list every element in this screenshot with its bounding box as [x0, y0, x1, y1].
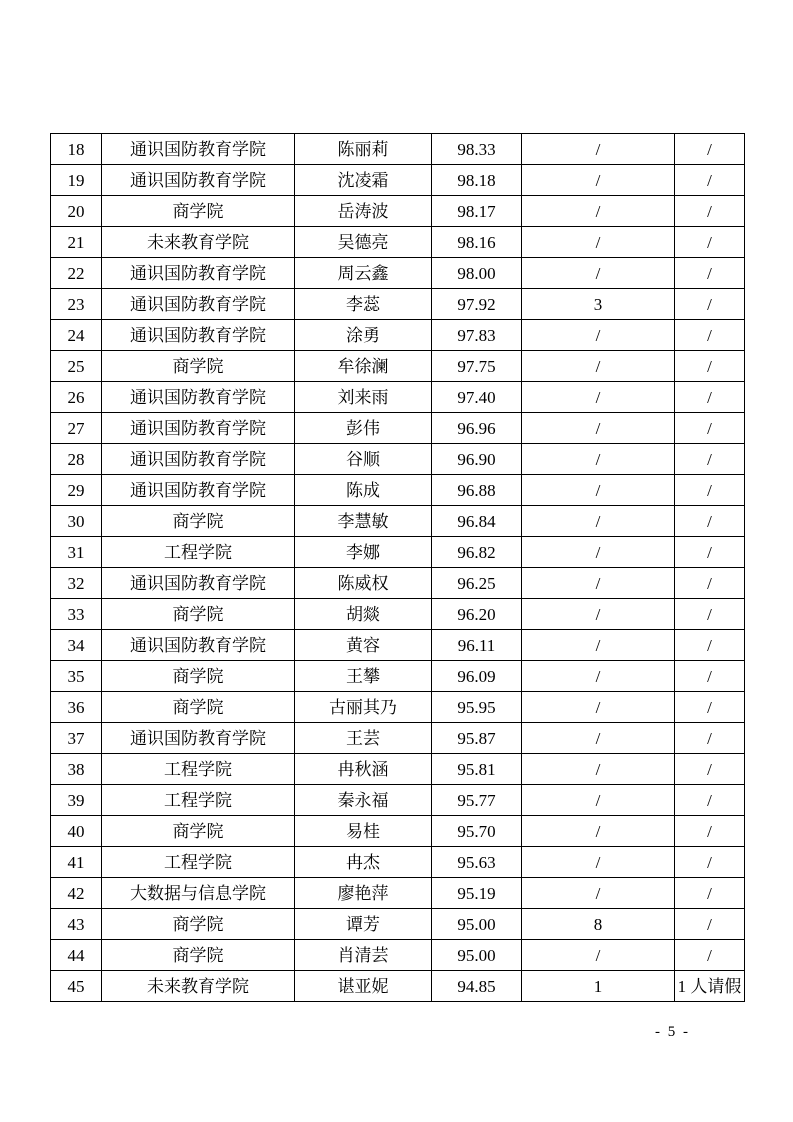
table-row: [51, 723, 745, 754]
remark-cell: /: [675, 351, 745, 382]
row-number-cell: 22: [51, 258, 102, 289]
score-cell: 98.16: [432, 227, 522, 258]
name-cell: 古丽其乃: [295, 692, 432, 723]
row-number-cell: 28: [51, 444, 102, 475]
remark-cell: /: [675, 227, 745, 258]
row-number-cell: 31: [51, 537, 102, 568]
row-number-cell: 42: [51, 878, 102, 909]
remark-cell: /: [675, 909, 745, 940]
remark-cell: /: [675, 320, 745, 351]
table-row: [51, 909, 745, 940]
table-row: [51, 475, 745, 506]
table-row: [51, 444, 745, 475]
remark-cell: /: [675, 289, 745, 320]
score-cell: 96.88: [432, 475, 522, 506]
name-cell: 吴德亮: [295, 227, 432, 258]
count-cell: /: [522, 444, 675, 475]
count-cell: /: [522, 568, 675, 599]
college-cell: 通识国防教育学院: [102, 165, 295, 196]
college-cell: 通识国防教育学院: [102, 134, 295, 165]
row-number-cell: 44: [51, 940, 102, 971]
remark-cell: /: [675, 537, 745, 568]
remark-cell: /: [675, 444, 745, 475]
table-row: [51, 227, 745, 258]
name-cell: 李慧敏: [295, 506, 432, 537]
college-cell: 通识国防教育学院: [102, 382, 295, 413]
score-cell: 98.00: [432, 258, 522, 289]
college-cell: 通识国防教育学院: [102, 630, 295, 661]
remark-cell: /: [675, 692, 745, 723]
count-cell: /: [522, 382, 675, 413]
table-row: [51, 878, 745, 909]
table-row: [51, 785, 745, 816]
name-cell: 彭伟: [295, 413, 432, 444]
row-number-cell: 25: [51, 351, 102, 382]
count-cell: /: [522, 413, 675, 444]
college-cell: 通识国防教育学院: [102, 258, 295, 289]
name-cell: 廖艳萍: [295, 878, 432, 909]
table-row: [51, 196, 745, 227]
college-cell: 工程学院: [102, 537, 295, 568]
table-row: [51, 537, 745, 568]
name-cell: 冉杰: [295, 847, 432, 878]
table-row: [51, 289, 745, 320]
name-cell: 陈成: [295, 475, 432, 506]
remark-cell: /: [675, 940, 745, 971]
college-cell: 商学院: [102, 692, 295, 723]
score-cell: 95.70: [432, 816, 522, 847]
score-cell: 94.85: [432, 971, 522, 1002]
college-cell: 商学院: [102, 940, 295, 971]
remark-cell: /: [675, 847, 745, 878]
remark-cell: /: [675, 816, 745, 847]
row-number-cell: 40: [51, 816, 102, 847]
table-row: [51, 599, 745, 630]
count-cell: /: [522, 165, 675, 196]
remark-cell: 1 人请假: [675, 971, 745, 1002]
score-cell: 96.25: [432, 568, 522, 599]
remark-cell: /: [675, 630, 745, 661]
college-cell: 通识国防教育学院: [102, 444, 295, 475]
score-cell: 96.96: [432, 413, 522, 444]
table-row: [51, 165, 745, 196]
score-cell: 96.82: [432, 537, 522, 568]
count-cell: /: [522, 661, 675, 692]
score-cell: 96.09: [432, 661, 522, 692]
name-cell: 冉秋涵: [295, 754, 432, 785]
count-cell: /: [522, 754, 675, 785]
table-row: [51, 568, 745, 599]
college-cell: 商学院: [102, 351, 295, 382]
score-cell: 97.75: [432, 351, 522, 382]
count-cell: /: [522, 320, 675, 351]
row-number-cell: 45: [51, 971, 102, 1002]
count-cell: /: [522, 475, 675, 506]
college-cell: 大数据与信息学院: [102, 878, 295, 909]
row-number-cell: 21: [51, 227, 102, 258]
row-number-cell: 34: [51, 630, 102, 661]
row-number-cell: 33: [51, 599, 102, 630]
table-row: [51, 816, 745, 847]
table-row: [51, 506, 745, 537]
remark-cell: /: [675, 785, 745, 816]
count-cell: /: [522, 537, 675, 568]
row-number-cell: 41: [51, 847, 102, 878]
name-cell: 涂勇: [295, 320, 432, 351]
row-number-cell: 39: [51, 785, 102, 816]
score-cell: 97.92: [432, 289, 522, 320]
remark-cell: /: [675, 661, 745, 692]
count-cell: /: [522, 847, 675, 878]
count-cell: /: [522, 785, 675, 816]
table-row: [51, 382, 745, 413]
college-cell: 商学院: [102, 506, 295, 537]
row-number-cell: 35: [51, 661, 102, 692]
count-cell: /: [522, 351, 675, 382]
row-number-cell: 18: [51, 134, 102, 165]
remark-cell: /: [675, 506, 745, 537]
name-cell: 谌亚妮: [295, 971, 432, 1002]
remark-cell: /: [675, 878, 745, 909]
score-cell: 95.19: [432, 878, 522, 909]
name-cell: 岳涛波: [295, 196, 432, 227]
name-cell: 胡燚: [295, 599, 432, 630]
table-row: [51, 134, 745, 165]
name-cell: 易桂: [295, 816, 432, 847]
name-cell: 陈丽莉: [295, 134, 432, 165]
table-row: [51, 320, 745, 351]
table-row: [51, 940, 745, 971]
count-cell: 1: [522, 971, 675, 1002]
count-cell: /: [522, 692, 675, 723]
name-cell: 肖清芸: [295, 940, 432, 971]
table-row: [51, 692, 745, 723]
college-cell: 通识国防教育学院: [102, 568, 295, 599]
row-number-cell: 30: [51, 506, 102, 537]
count-cell: /: [522, 816, 675, 847]
count-cell: /: [522, 196, 675, 227]
college-cell: 未来教育学院: [102, 971, 295, 1002]
score-cell: 98.18: [432, 165, 522, 196]
score-cell: 96.11: [432, 630, 522, 661]
remark-cell: /: [675, 475, 745, 506]
name-cell: 周云鑫: [295, 258, 432, 289]
row-number-cell: 29: [51, 475, 102, 506]
ranking-table: [50, 133, 745, 1002]
name-cell: 牟徐澜: [295, 351, 432, 382]
remark-cell: /: [675, 382, 745, 413]
row-number-cell: 32: [51, 568, 102, 599]
remark-cell: /: [675, 568, 745, 599]
name-cell: 陈威权: [295, 568, 432, 599]
remark-cell: /: [675, 723, 745, 754]
name-cell: 李娜: [295, 537, 432, 568]
remark-cell: /: [675, 134, 745, 165]
remark-cell: /: [675, 258, 745, 289]
row-number-cell: 27: [51, 413, 102, 444]
count-cell: /: [522, 878, 675, 909]
page-number: - 5 -: [655, 1024, 690, 1040]
score-cell: 95.95: [432, 692, 522, 723]
count-cell: 8: [522, 909, 675, 940]
table-row: [51, 847, 745, 878]
college-cell: 商学院: [102, 909, 295, 940]
remark-cell: /: [675, 754, 745, 785]
college-cell: 工程学院: [102, 847, 295, 878]
college-cell: 商学院: [102, 196, 295, 227]
college-cell: 未来教育学院: [102, 227, 295, 258]
ranking-table-body: [51, 134, 745, 1002]
college-cell: 工程学院: [102, 754, 295, 785]
name-cell: 刘来雨: [295, 382, 432, 413]
count-cell: /: [522, 723, 675, 754]
row-number-cell: 37: [51, 723, 102, 754]
college-cell: 通识国防教育学院: [102, 475, 295, 506]
table-row: [51, 661, 745, 692]
name-cell: 李蕊: [295, 289, 432, 320]
row-number-cell: 19: [51, 165, 102, 196]
name-cell: 秦永福: [295, 785, 432, 816]
table-row: [51, 351, 745, 382]
score-cell: 98.33: [432, 134, 522, 165]
college-cell: 工程学院: [102, 785, 295, 816]
table-row: [51, 754, 745, 785]
score-cell: 96.20: [432, 599, 522, 630]
count-cell: /: [522, 506, 675, 537]
score-cell: 98.17: [432, 196, 522, 227]
remark-cell: /: [675, 196, 745, 227]
name-cell: 沈凌霜: [295, 165, 432, 196]
count-cell: /: [522, 940, 675, 971]
score-cell: 95.87: [432, 723, 522, 754]
row-number-cell: 24: [51, 320, 102, 351]
score-cell: 95.00: [432, 909, 522, 940]
college-cell: 通识国防教育学院: [102, 289, 295, 320]
remark-cell: /: [675, 165, 745, 196]
college-cell: 通识国防教育学院: [102, 320, 295, 351]
count-cell: /: [522, 134, 675, 165]
table-row: [51, 971, 745, 1002]
count-cell: /: [522, 630, 675, 661]
score-cell: 97.83: [432, 320, 522, 351]
score-cell: 95.81: [432, 754, 522, 785]
name-cell: 黄容: [295, 630, 432, 661]
row-number-cell: 43: [51, 909, 102, 940]
row-number-cell: 36: [51, 692, 102, 723]
row-number-cell: 38: [51, 754, 102, 785]
college-cell: 商学院: [102, 599, 295, 630]
score-cell: 95.77: [432, 785, 522, 816]
score-cell: 96.84: [432, 506, 522, 537]
row-number-cell: 23: [51, 289, 102, 320]
college-cell: 通识国防教育学院: [102, 723, 295, 754]
remark-cell: /: [675, 599, 745, 630]
count-cell: /: [522, 599, 675, 630]
name-cell: 王芸: [295, 723, 432, 754]
count-cell: /: [522, 227, 675, 258]
row-number-cell: 20: [51, 196, 102, 227]
name-cell: 王攀: [295, 661, 432, 692]
row-number-cell: 26: [51, 382, 102, 413]
count-cell: 3: [522, 289, 675, 320]
table-row: [51, 630, 745, 661]
table-row: [51, 413, 745, 444]
college-cell: 商学院: [102, 816, 295, 847]
score-cell: 96.90: [432, 444, 522, 475]
name-cell: 谭芳: [295, 909, 432, 940]
count-cell: /: [522, 258, 675, 289]
score-cell: 95.00: [432, 940, 522, 971]
table-row: [51, 258, 745, 289]
name-cell: 谷顺: [295, 444, 432, 475]
score-cell: 95.63: [432, 847, 522, 878]
remark-cell: /: [675, 413, 745, 444]
college-cell: 商学院: [102, 661, 295, 692]
score-cell: 97.40: [432, 382, 522, 413]
college-cell: 通识国防教育学院: [102, 413, 295, 444]
